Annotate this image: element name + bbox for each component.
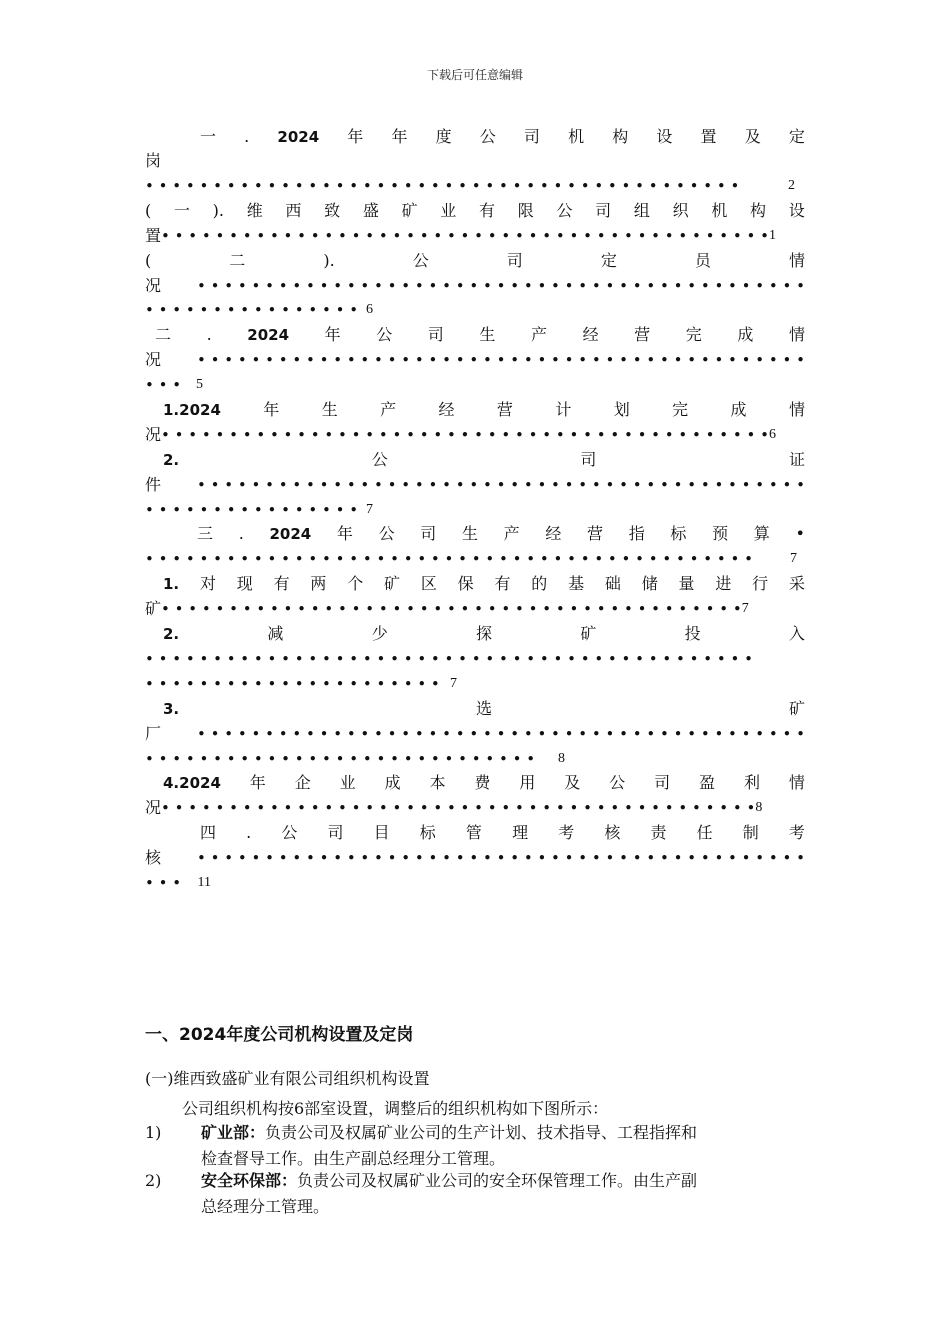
toc-leader-4a: 况 • • • • • • • • • • • • • • • • • • • • • • • • • • • • • • • • • • • • • • • • • • • • •: [145, 350, 805, 369]
toc-leader-3a: 况 • • • • • • • • • • • • • • • • • • • • • • • • • • • • • • • • • • • • • • • • • • • • •: [145, 276, 805, 295]
toc-leader-7: • • • • • • • • • • • • • • • • • • • • • • • • • • • • • • • • • • • • • • • • • • • • • 7: [145, 550, 797, 568]
toc-leader-3b: • • • • • • • • • • • • • • • • 6: [145, 301, 373, 319]
subsection-heading: (一)维西致盛矿业有限公司组织机构设置: [145, 1069, 430, 1088]
toc-entry-9[interactable]: 2. 减 少 探 矿 投 入: [163, 624, 805, 643]
intro-paragraph: 公司组织机构按6部室设置，调整后的组织机构如下图所示：: [182, 1099, 609, 1118]
list-item-term: 矿业部：: [201, 1123, 266, 1142]
toc-leader-9b: • • • • • • • • • • • • • • • • • • • • • • 7: [145, 675, 457, 693]
toc-entry-8[interactable]: 1. 对 现 有 两 个 矿 区 保 有 的 基 础 储 量 进 行 采: [163, 574, 805, 593]
list-item-text: 检查督导工作。由生产副总经理分工管理。: [201, 1149, 506, 1168]
toc-leader-1: • • • • • • • • • • • • • • • • • • • • • • • • • • • • • • • • • • • • • • • • • • • • 2: [145, 174, 795, 198]
toc-entry-5[interactable]: 1.2024 年 生 产 经 营 计 划 完 成 情: [163, 400, 805, 419]
toc-leader-5: 况 • • • • • • • • • • • • • • • • • • • • • • • • • • • • • • • • • • • • • • • • • • • • • 6: [145, 425, 776, 444]
list-item: [145, 1168, 807, 1220]
list-item-number: 2): [145, 1171, 162, 1190]
toc-leader-12b: • • • 11: [145, 874, 211, 892]
toc-leader-8: 矿 • • • • • • • • • • • • • • • • • • • • • • • • • • • • • • • • • • • • • • • • • • • 7: [145, 599, 749, 618]
list-item-term: 安全环保部：: [201, 1171, 298, 1190]
toc-leader-6a: 件 • • • • • • • • • • • • • • • • • • • • • • • • • • • • • • • • • • • • • • • • • • • • •: [145, 475, 805, 494]
list-item-number: 1): [145, 1123, 162, 1142]
toc-entry-12[interactable]: 四 . 公 司 目 标 管 理 考 核 责 任 制 考: [200, 823, 805, 842]
list-item: [145, 1120, 807, 1172]
toc-entry-7[interactable]: 三 . 2024 年 公 司 生 产 经 营 指 标 预 算 •: [197, 524, 805, 543]
toc-page-1: 2: [788, 178, 795, 193]
toc-leader-4b: • • • 5: [145, 376, 203, 394]
list-item-text: 负责公司及权属矿业公司的安全环保管理工作。由生产副: [297, 1171, 698, 1190]
toc-entry-10[interactable]: 3. 选 矿: [163, 699, 805, 718]
section-heading: 一、2024年度公司机构设置及定岗: [145, 1025, 414, 1045]
toc-leader-10a: 厂 • • • • • • • • • • • • • • • • • • • • • • • • • • • • • • • • • • • • • • • • • • • • •: [145, 724, 805, 743]
toc-leader-2: 置 • • • • • • • • • • • • • • • • • • • • • • • • • • • • • • • • • • • • • • • • • • • • • 1: [145, 226, 776, 245]
toc-entry-11[interactable]: 4.2024 年 企 业 成 本 费 用 及 公 司 盈 利 情: [163, 773, 805, 792]
toc-leader-6b: • • • • • • • • • • • • • • • • 7: [145, 501, 373, 519]
toc-leader-12a: 核 • • • • • • • • • • • • • • • • • • • • • • • • • • • • • • • • • • • • • • • • • • • • •: [145, 848, 805, 867]
list-item-text: 总经理分工管理。: [201, 1197, 330, 1216]
toc-leader-10b: • • • • • • • • • • • • • • • • • • • • • • • • • • • • • 8: [145, 750, 565, 768]
list-item-text: 负责公司及权属矿业公司的生产计划、技术指导、工程指挥和: [265, 1123, 698, 1142]
toc-entry-1[interactable]: 一 . 2024 年 年 度 公 司 机 构 设 置 及 定: [200, 127, 805, 146]
toc-entry-4[interactable]: 二 . 2024 年 公 司 生 产 经 营 完 成 情: [155, 325, 805, 344]
toc-entry-3[interactable]: ( 二 ). 公 司 定 员 情: [145, 251, 805, 270]
page-header: 下载后可任意编辑: [426, 68, 523, 82]
toc-entry-6[interactable]: 2. 公 司 证: [163, 450, 805, 469]
toc-entry-1-cont: 岗: [145, 151, 162, 170]
toc-leader-11: 况 • • • • • • • • • • • • • • • • • • • • • • • • • • • • • • • • • • • • • • • • • • • • 8: [145, 798, 763, 817]
toc-leader-9a: • • • • • • • • • • • • • • • • • • • • • • • • • • • • • • • • • • • • • • • • • • • • •: [145, 650, 753, 668]
toc-entry-2[interactable]: ( 一 ). 维 西 致 盛 矿 业 有 限 公 司 组 织 机 构 设: [145, 201, 805, 220]
